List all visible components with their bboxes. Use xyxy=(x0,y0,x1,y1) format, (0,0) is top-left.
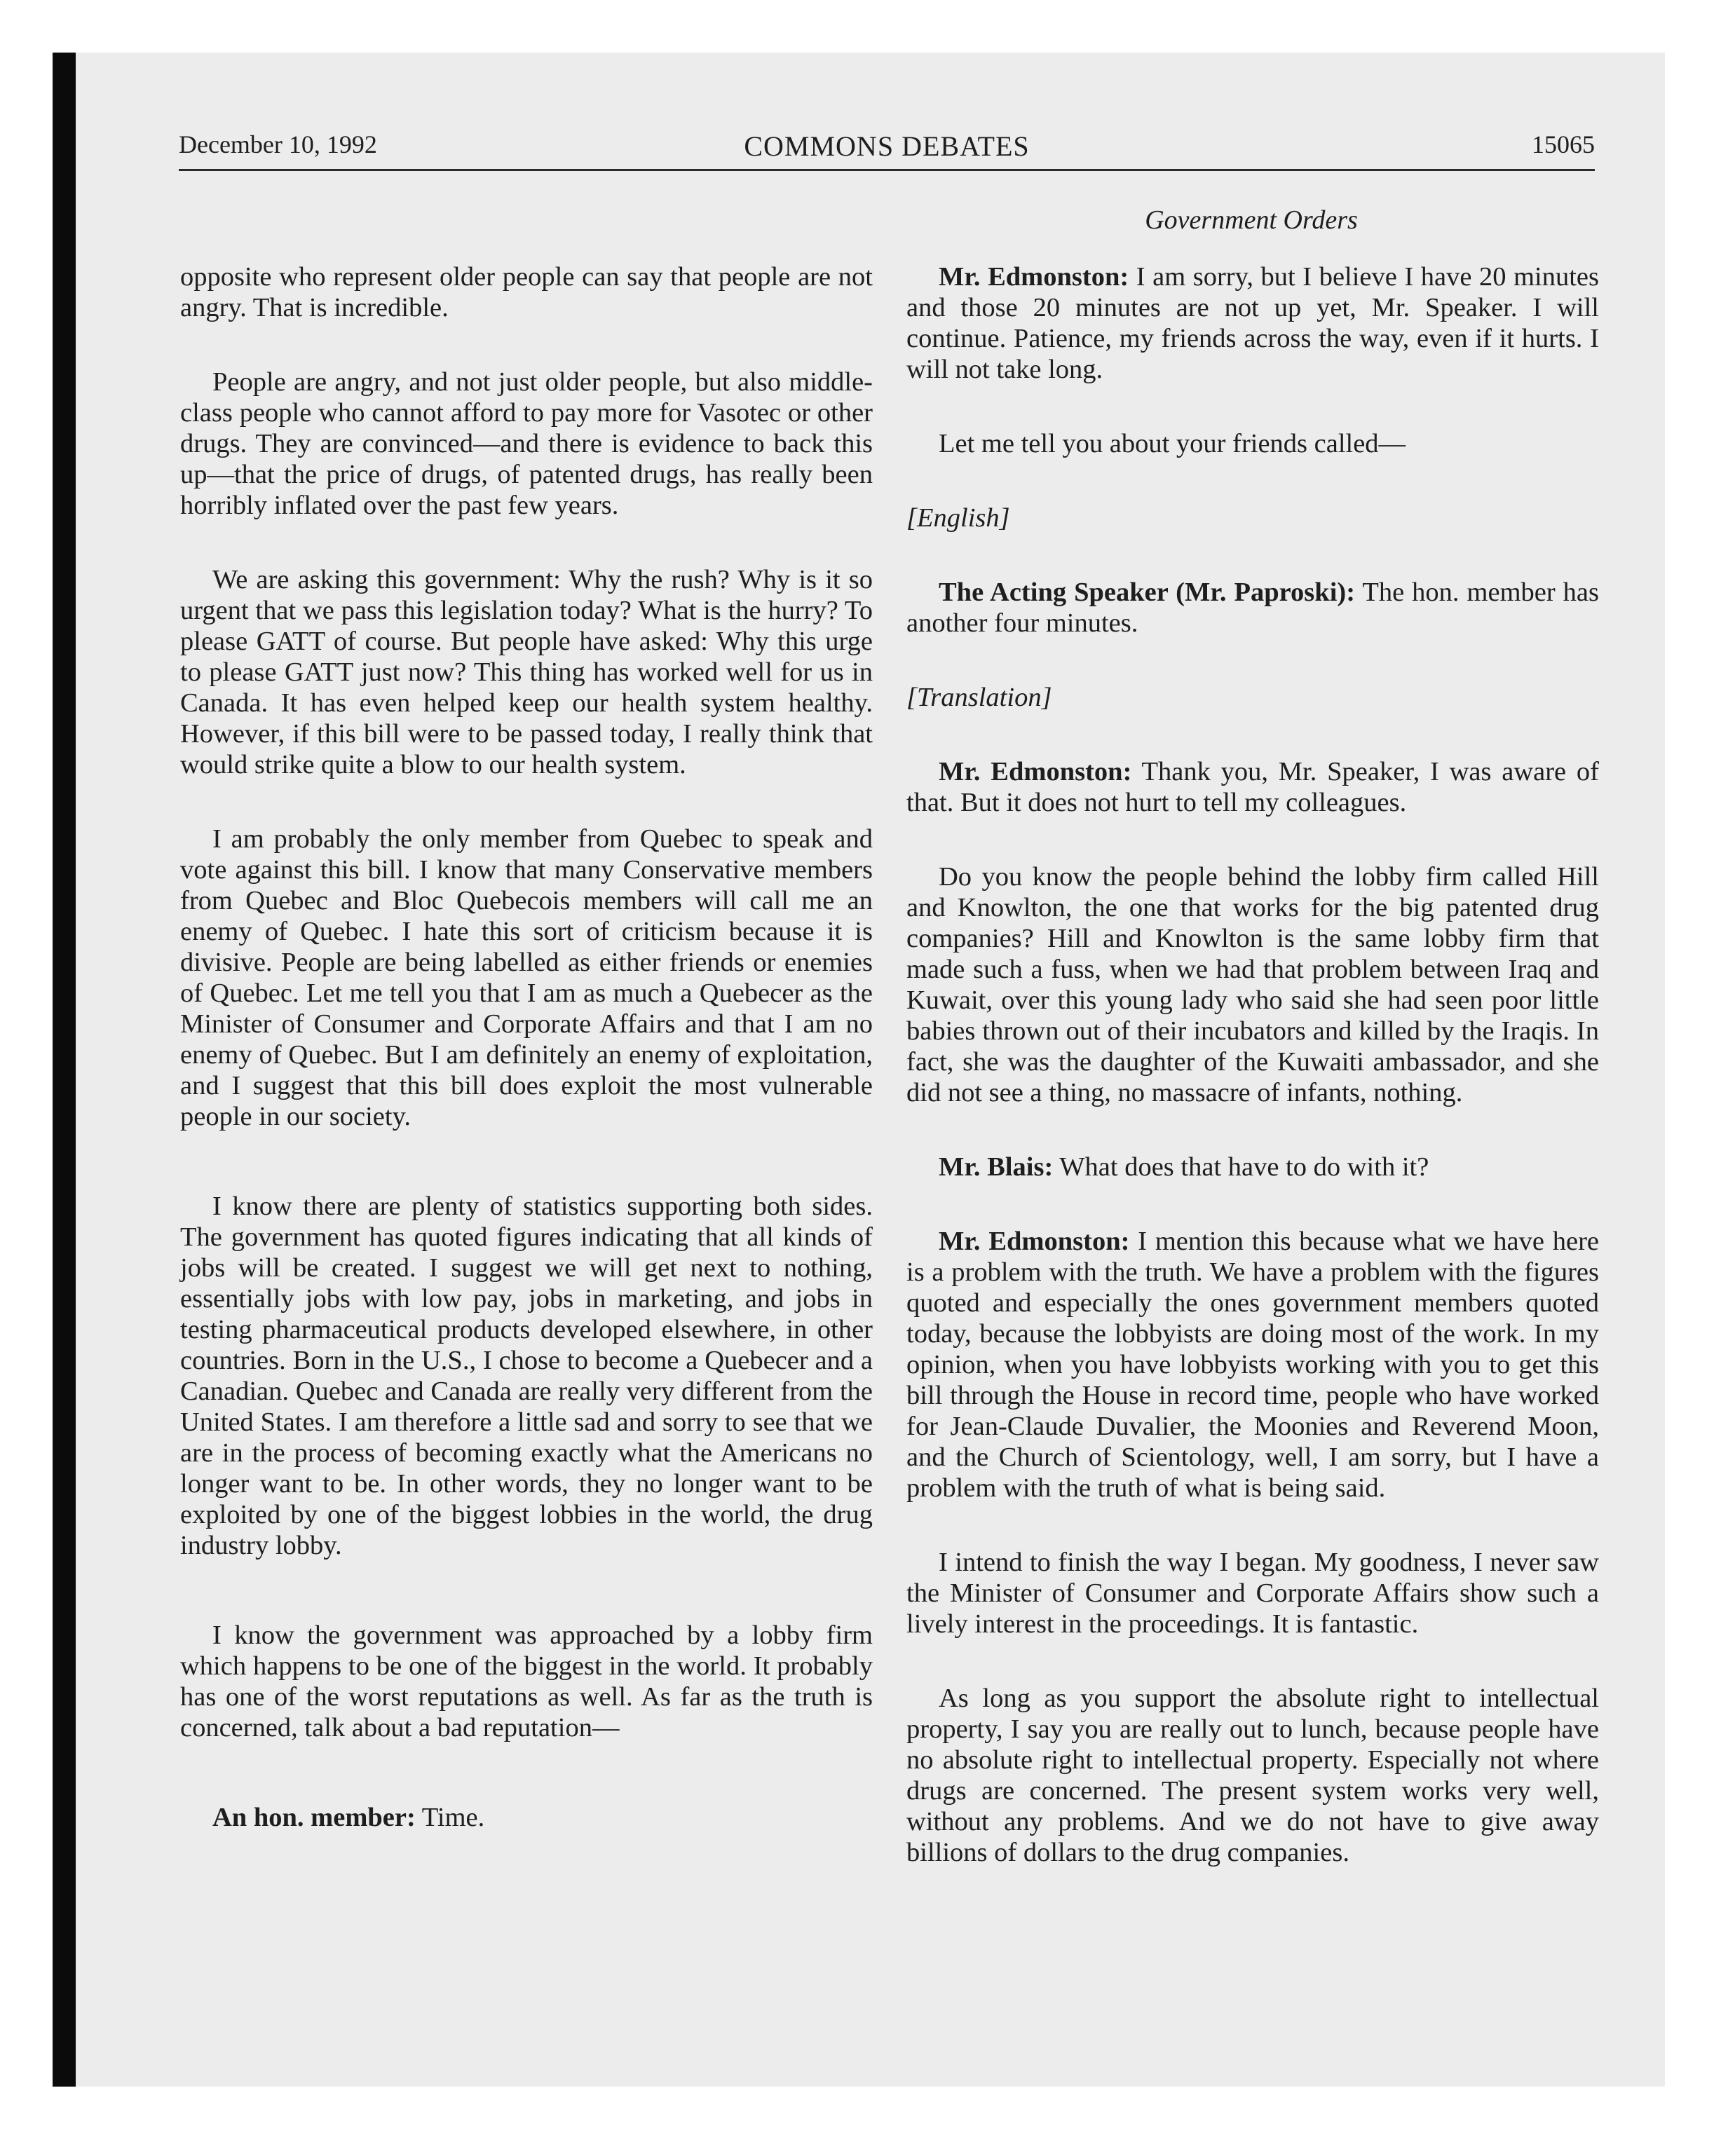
paragraph-text: Thank you, Mr. Speaker, I was aware of that. But it does not hurt to tell my colleagues. xyxy=(906,757,1599,817)
paragraph xyxy=(180,1620,873,1743)
speech-paragraph xyxy=(906,1226,1599,1503)
paragraph-text: I mention this because what we have here is a problem with the truth. We have a problem with the figures quoted and especially the ones government members quoted today, because the lobbyists are doing most of the work. In my opinion, when you have lobbyists working with you to get this bill through the House in record time, people who have worked for Jean-Claude Duvalier, the Moonies and Reverend Moon, and the Church of Scientology, well, I am sorry, but I have a problem with the truth of what is being said. xyxy=(906,1227,1599,1503)
language-tag: [English] xyxy=(906,503,1010,533)
paragraph-text: I know the government was approached by a lobby firm which happens to be one of the biggest in the world. It probably has one of the worst reputations as well. As far as the truth is concerned, talk about a bad reputation— xyxy=(180,1621,873,1742)
speaker-name: The Acting Speaker (Mr. Paproski): xyxy=(939,578,1356,607)
paragraph xyxy=(906,1683,1599,1868)
speaker-name: Mr. Edmonston: xyxy=(939,1227,1130,1256)
paragraph-text: I know there are plenty of statistics supporting both sides. The government has quoted figures indicating that all kinds of jobs will be created. I suggest we will get next to nothing, essentially jobs with low pay, jobs in marketing, and jobs in testing pharmaceutical products developed elsewhere, in other countries. Born in the U.S., I chose to become a Quebecer and a Canadian. Quebec and Canada are really very different from the United States. I am therefore a little sad and sorry to see that we are in the process of becoming exactly what the Americans no longer want to be. In other words, they no longer want to be exploited by one of the biggest lobbies in the world, the drug industry lobby. xyxy=(180,1192,873,1560)
paragraph-text: As long as you support the absolute right to intellectual property, I say you are really out to lunch, because people have no absolute right to intellectual property. Especially not where drugs are concerned. The present system works very well, without any problems. And we do not have to give away billions of dollars to the drug companies. xyxy=(906,1684,1599,1867)
paragraph-text: I am sorry, but I believe I have 20 minutes and those 20 minutes are not up yet, Mr. Speaker. I will continue. Patience, my friends across the way, even if it hurts. I will not take long. xyxy=(906,262,1600,384)
speaker-name: Mr. Edmonston: xyxy=(939,757,1132,786)
paragraph-text: Let me tell you about your friends called— xyxy=(939,429,1406,458)
paragraph xyxy=(180,564,873,780)
speaker-name: Mr. Edmonston: xyxy=(939,262,1129,292)
language-tag: [Translation] xyxy=(906,683,1052,712)
paragraph xyxy=(906,1547,1599,1639)
paragraph-text: We are asking this government: Why the rush? Why is it so urgent that we pass this legislation today? What is the hurry? To please GATT of course. But people have asked: Why this urge to please GATT just now? This thing has worked well for us in Canada. It has even helped keep our health system healthy. However, if this bill were to be passed today, I really think that would strike quite a blow to our health system. xyxy=(180,565,873,779)
header-title: COMMONS DEBATES xyxy=(744,130,1030,162)
speech-paragraph xyxy=(906,1152,1599,1182)
paragraph-text: The hon. member has another four minutes. xyxy=(906,578,1600,638)
binding-shadow xyxy=(53,53,76,2087)
paragraph xyxy=(906,861,1599,1108)
running-head xyxy=(179,130,1595,172)
paragraph-text: I intend to finish the way I began. My goodness, I never saw the Minister of Consumer and Corporate Affairs show such a lively interest in the proceedings. It is fantastic. xyxy=(906,1548,1599,1639)
right-column xyxy=(906,261,1599,1911)
paragraph-text: I am probably the only member from Quebec to speak and vote against this bill. I know that many Conservative members from Quebec and Bloc Quebecois members will call me an enemy of Quebec. I hate this sort of criticism because it is divisive. People are being labelled as either friends or enemies of Quebec. Let me tell you that I am as much a Quebecer as the Minister of Consumer and Corporate Affairs and that I am no enemy of Quebec. But I am definitely an enemy of exploitation, and I suggest that this bill does exploit the most vulnerable people in our society. xyxy=(180,824,873,1131)
paragraph xyxy=(180,367,873,521)
paragraph-text: Do you know the people behind the lobby firm called Hill and Knowlton, the one that works for the big patented drug companies? Hill and Knowlton is the same lobby firm that made such a fuss, when we had that problem between Iraq and Kuwait, over this young lady who said she had seen poor little babies thrown out of their incubators and killed by the Iraqis. In fact, she was the daughter of the Kuwaiti ambassador, and she did not see a thing, no massacre of infants, nothing. xyxy=(906,862,1599,1107)
header-rule xyxy=(179,169,1595,171)
paragraph-text: What does that have to do with it? xyxy=(1053,1152,1429,1182)
header-page-number: 15065 xyxy=(1532,130,1595,158)
paragraph xyxy=(180,824,873,1132)
speech-paragraph xyxy=(906,756,1599,818)
left-column xyxy=(180,261,873,1876)
paragraph-text: opposite who represent older people can say that people are not angry. That is incredible. xyxy=(180,262,873,322)
speech-paragraph xyxy=(906,261,1599,385)
paragraph xyxy=(906,428,1599,459)
header-date: December 10, 1992 xyxy=(179,130,377,158)
speech-paragraph xyxy=(906,577,1599,639)
paragraph-text: Time. xyxy=(415,1803,485,1832)
section-title: Government Orders xyxy=(1145,205,1358,235)
speaker-name: An hon. member: xyxy=(212,1803,416,1832)
speech-paragraph xyxy=(180,1802,873,1833)
speaker-name: Mr. Blais: xyxy=(939,1152,1054,1182)
paragraph-text: People are angry, and not just older people, but also middle-class people who cannot afford to pay more for Vasotec or other drugs. They are convinced—and there is evidence to back this up—that the price of drugs, of patented drugs, has really been horribly inflated over the past few years. xyxy=(180,367,873,520)
paragraph xyxy=(180,1191,873,1561)
paragraph xyxy=(180,261,873,323)
